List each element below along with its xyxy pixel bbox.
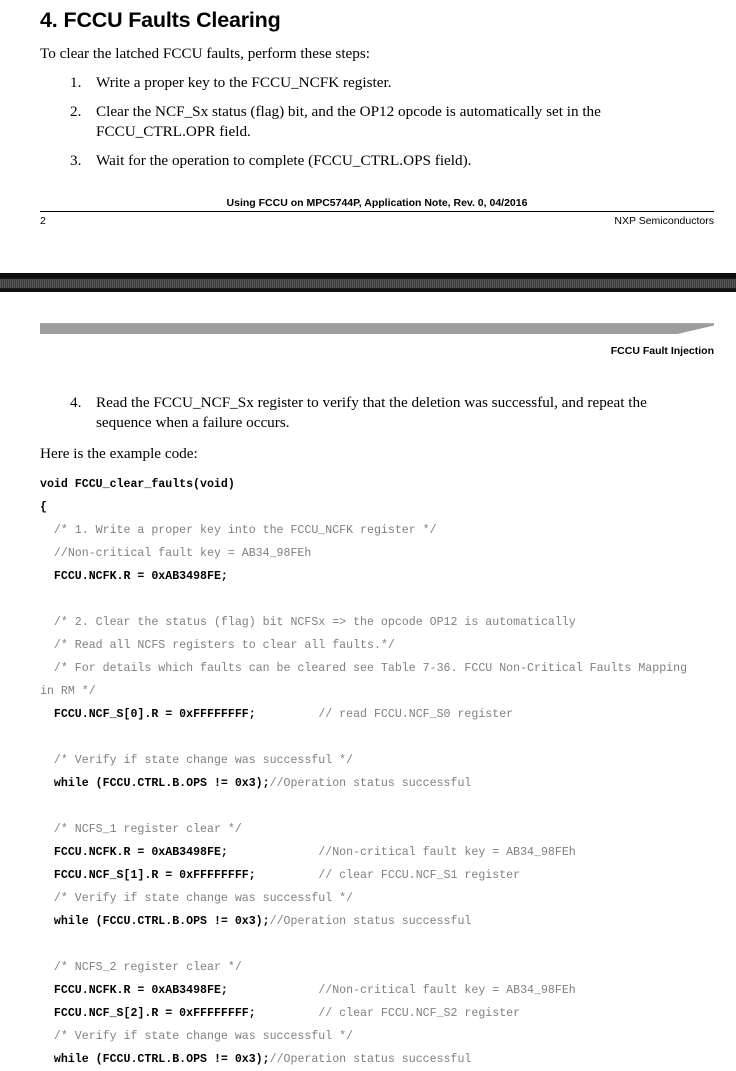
code-comment: /* 1. Write a proper key into the FCCU_NCFK register */: [53, 523, 437, 537]
code-statement: {: [40, 500, 47, 514]
code-indent: [40, 777, 54, 790]
code-line: [40, 841, 714, 864]
code-statement: FCCU.NCFK.R = 0xAB3498FE;: [53, 845, 228, 859]
code-indent: [40, 570, 54, 583]
code-comment: /* Verify if state change was successful */: [53, 753, 354, 767]
code-comment: in RM */: [40, 684, 96, 698]
code-indent: [40, 616, 54, 629]
code-comment: /* NCFS_2 register clear */: [53, 960, 242, 974]
code-line: [40, 611, 714, 634]
code-comment: //Operation status successful: [269, 1052, 472, 1066]
code-line: [40, 772, 714, 795]
code-statement: FCCU.NCF_S[1].R = 0xFFFFFFFF;: [53, 868, 256, 882]
section-banner-bar: [40, 323, 714, 334]
code-statement: FCCU.NCF_S[0].R = 0xFFFFFFFF;: [53, 707, 256, 721]
code-line: [40, 703, 714, 726]
code-line: [40, 1025, 714, 1048]
code-indent: [40, 547, 54, 560]
code-indent: [40, 984, 54, 997]
steps-list-page-1: [40, 73, 714, 171]
code-line: [40, 496, 714, 519]
code-indent: [40, 754, 54, 767]
footer-publisher: NXP Semiconductors: [614, 215, 714, 228]
code-statement: while (FCCU.CTRL.B.OPS != 0x3);: [53, 776, 270, 790]
code-comment: /* 2. Clear the status (flag) bit NCFSx => the opcode OP12 is automatically: [53, 615, 576, 629]
code-indent: [40, 708, 54, 721]
code-line: [40, 864, 714, 887]
page-1-footer: [0, 197, 736, 227]
code-line: [40, 795, 714, 818]
list-item: [40, 73, 714, 93]
code-comment: //Operation status successful: [269, 776, 472, 790]
code-indent: [40, 823, 54, 836]
code-line: [40, 726, 714, 749]
code-line: [40, 1002, 714, 1025]
code-line: [40, 565, 714, 588]
page-separator-hatched-band: [0, 278, 736, 289]
list-item-text: Clear the NCF_Sx status (flag) bit, and the OP12 opcode is automatically set in the FCCU_CTRL.OPR field.: [96, 102, 601, 140]
code-line: [40, 519, 714, 542]
code-statement: while (FCCU.CTRL.B.OPS != 0x3);: [53, 914, 270, 928]
page-title-text: FCCU Faults Clearing: [63, 8, 281, 32]
code-gap: [256, 869, 319, 882]
code-line: [40, 887, 714, 910]
list-item-text: Wait for the operation to complete (FCCU_CTRL.OPS field).: [96, 152, 472, 169]
intro-paragraph: To clear the latched FCCU faults, perform these steps:: [40, 45, 371, 63]
list-item-text: Write a proper key to the FCCU_NCFK register.: [96, 73, 392, 91]
code-line: [40, 473, 714, 496]
code-comment: //Non-critical fault key = AB34_98FEh: [318, 845, 576, 859]
list-item: [40, 102, 714, 142]
steps-list-page-2: [40, 393, 714, 433]
code-indent: [40, 639, 54, 652]
code-indent: [40, 915, 54, 928]
page-2-top-margin: [0, 295, 736, 323]
list-item: [40, 393, 714, 433]
code-indent: [40, 1007, 54, 1020]
code-comment: /* For details which faults can be cleared see Table 7-36. FCCU Non-Critical Faults Mapping: [53, 661, 688, 675]
code-indent: [40, 1030, 54, 1043]
page-1-content: [0, 0, 736, 171]
code-line: [40, 1048, 714, 1071]
code-line: [40, 749, 714, 772]
code-line: [40, 910, 714, 933]
code-comment: /* Verify if state change was successful */: [53, 891, 354, 905]
code-comment: /* Verify if state change was successful */: [53, 1029, 354, 1043]
code-line: [40, 680, 714, 703]
section-banner-label: FCCU Fault Injection: [610, 345, 714, 358]
code-gap: [228, 984, 318, 997]
code-statement: FCCU.NCFK.R = 0xAB3498FE;: [53, 569, 228, 583]
code-indent: [40, 524, 54, 537]
list-item: [40, 151, 714, 171]
example-code-block: [40, 473, 714, 1071]
code-indent: [40, 892, 54, 905]
page-title-number: 4.: [40, 8, 58, 32]
list-item-text: Read the FCCU_NCF_Sx register to verify that the deletion was successful, and repeat the sequence when a failure occurs.: [96, 394, 647, 432]
list-item-marker: 3.: [70, 152, 82, 169]
code-comment: // clear FCCU.NCF_S2 register: [318, 1006, 521, 1020]
code-line: [40, 933, 714, 956]
document-page-2: [0, 295, 736, 1071]
page-separator: [0, 273, 736, 295]
code-line: [40, 657, 714, 680]
code-line: [40, 818, 714, 841]
code-indent: [40, 961, 54, 974]
code-line: [40, 542, 714, 565]
code-indent: [40, 846, 54, 859]
page-title: [40, 0, 714, 33]
code-comment: //Non-critical fault key = AB34_98FEh: [318, 983, 576, 997]
code-comment: //Operation status successful: [269, 914, 472, 928]
footer-meta-row: [40, 212, 714, 227]
code-gap: [256, 1007, 319, 1020]
code-statement: void FCCU_clear_faults(void): [40, 477, 235, 491]
code-line: [40, 588, 714, 611]
list-item-marker: 1.: [70, 73, 82, 91]
code-line: [40, 634, 714, 657]
code-comment: //Non-critical fault key = AB34_98FEh: [53, 546, 312, 560]
code-line: [40, 979, 714, 1002]
footer-page-number: 2: [40, 215, 46, 228]
code-gap: [256, 708, 319, 721]
code-gap: [228, 846, 318, 859]
code-statement: FCCU.NCF_S[2].R = 0xFFFFFFFF;: [53, 1006, 256, 1020]
code-indent: [40, 1053, 54, 1066]
list-item-marker: 4.: [70, 394, 82, 412]
code-indent: [40, 662, 54, 675]
page-2-spacer: [0, 357, 736, 384]
list-item-marker: 2.: [70, 102, 82, 120]
code-statement: while (FCCU.CTRL.B.OPS != 0x3);: [53, 1052, 270, 1066]
document-page-1: [0, 0, 736, 227]
code-comment: // read FCCU.NCF_S0 register: [318, 707, 514, 721]
code-comment: /* NCFS_1 register clear */: [53, 822, 242, 836]
code-indent: [40, 869, 54, 882]
code-line: [40, 956, 714, 979]
footer-document-title: Using FCCU on MPC5744P, Application Note, Rev. 0, 04/2016: [226, 197, 528, 210]
code-lead-in-paragraph: Here is the example code:: [40, 445, 198, 463]
section-banner-wrap: [0, 323, 736, 334]
page-2-content: [0, 393, 736, 1071]
code-comment: /* Read all NCFS registers to clear all faults.*/: [53, 638, 395, 652]
code-comment: // clear FCCU.NCF_S1 register: [318, 868, 521, 882]
code-statement: FCCU.NCFK.R = 0xAB3498FE;: [53, 983, 228, 997]
page-separator-bottom-band: [0, 289, 736, 292]
